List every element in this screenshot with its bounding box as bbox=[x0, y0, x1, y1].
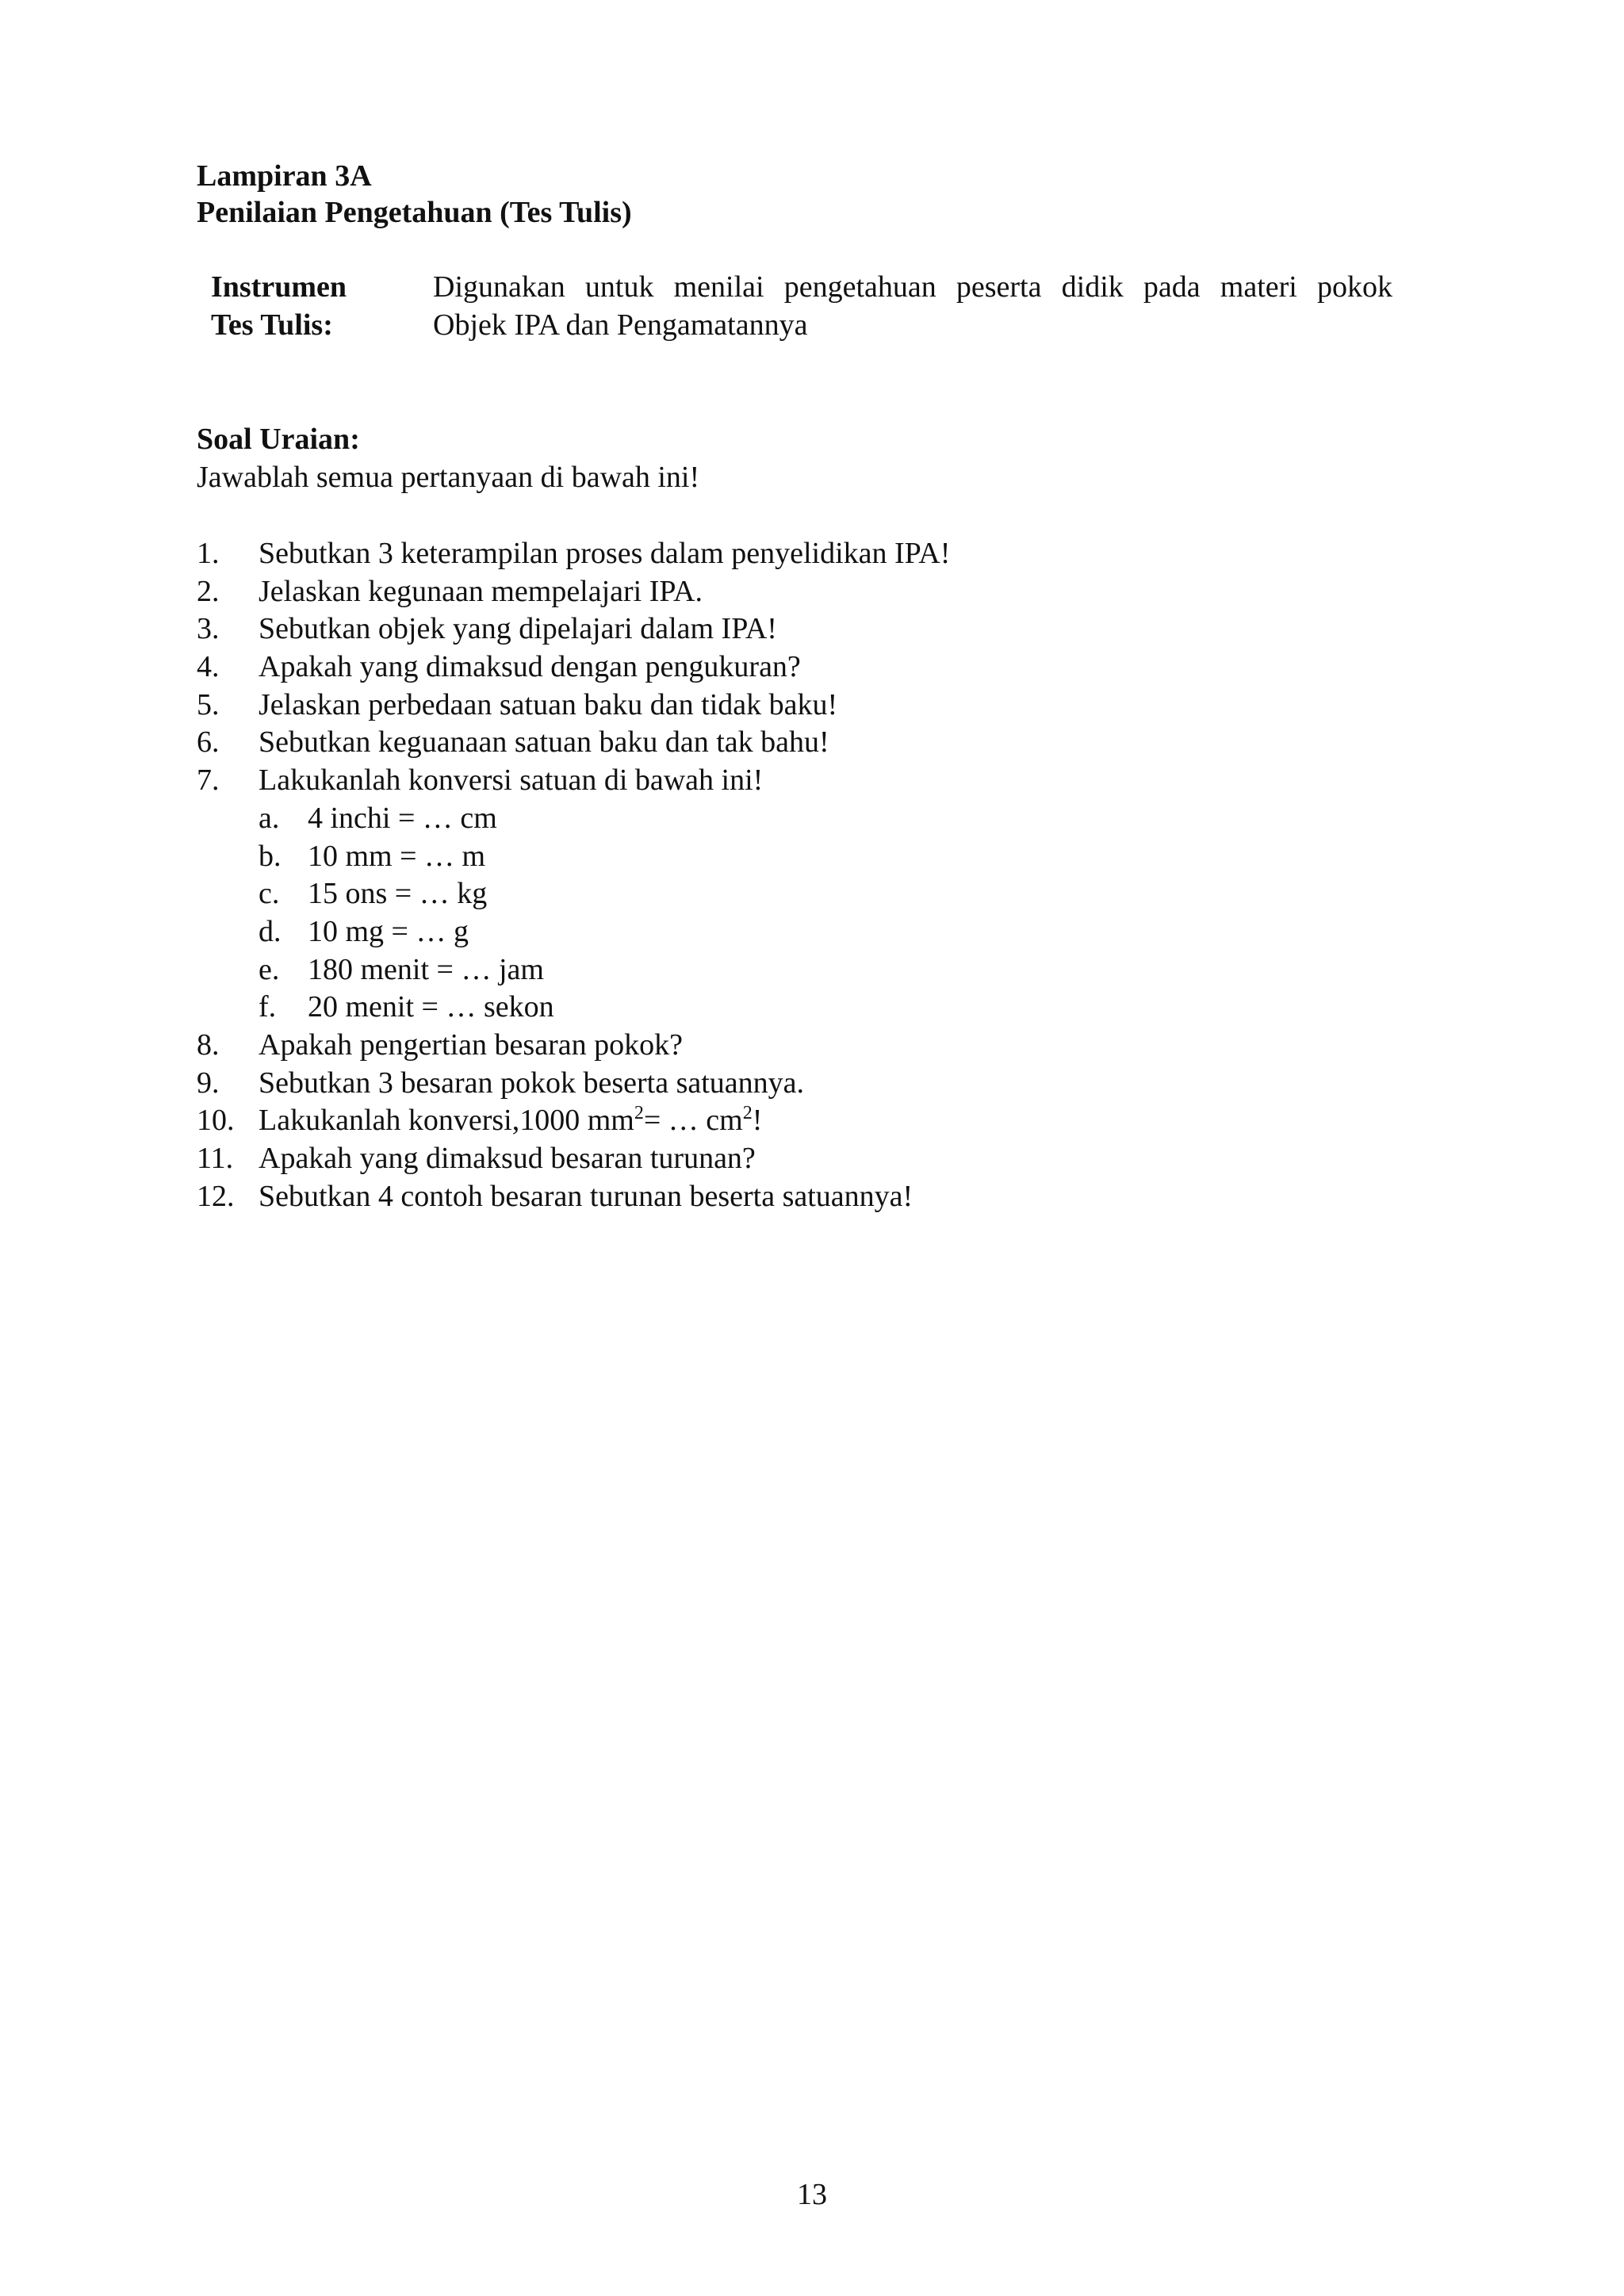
section-title: Soal Uraian: bbox=[197, 423, 360, 456]
question-number: 1. bbox=[197, 537, 220, 570]
question-text-part: Lakukanlah konversi,1000 mm bbox=[259, 1104, 634, 1138]
subquestion-item bbox=[197, 874, 1386, 913]
superscript: 2 bbox=[742, 1103, 753, 1124]
question-text: Apakah yang dimaksud besaran turunan? bbox=[259, 1142, 756, 1175]
question-item bbox=[197, 686, 1386, 724]
subquestion-item bbox=[197, 951, 1386, 989]
question-list bbox=[197, 534, 1386, 1215]
question-number: 10. bbox=[197, 1104, 235, 1138]
appendix-title: Lampiran 3A bbox=[197, 159, 372, 193]
subquestion-text: 20 menit = … sekon bbox=[308, 990, 554, 1024]
question-text: Sebutkan objek yang dipelajari dalam IPA! bbox=[259, 612, 777, 646]
instrument-table bbox=[211, 268, 1400, 344]
question-item bbox=[197, 648, 1386, 686]
instrument-label: Instrumen bbox=[211, 270, 347, 304]
question-text: Jelaskan perbedaan satuan baku dan tidak baku! bbox=[259, 687, 838, 721]
subquestion-text: 180 menit = … jam bbox=[308, 952, 544, 986]
question-text-part: = … cm bbox=[643, 1104, 743, 1138]
assessment-title: Penilaian Pengetahuan (Tes Tulis) bbox=[197, 196, 632, 229]
instrument-description-line-2: Objek IPA dan Pengamatannya bbox=[433, 308, 808, 342]
subquestion-letter: f. bbox=[259, 990, 277, 1024]
page-number: 13 bbox=[797, 2178, 827, 2211]
question-number: 9. bbox=[197, 1066, 220, 1100]
question-item bbox=[197, 610, 1386, 648]
question-item bbox=[197, 761, 1386, 799]
question-number: 4. bbox=[197, 650, 220, 684]
subquestion-letter: d. bbox=[259, 914, 282, 948]
question-text: Sebutkan keguanaan satuan baku dan tak bahu! bbox=[259, 725, 829, 760]
question-item bbox=[197, 1101, 1386, 1139]
question-number: 11. bbox=[197, 1142, 234, 1175]
instrument-row-1 bbox=[211, 268, 1400, 306]
test-label: Tes Tulis: bbox=[211, 308, 333, 342]
question-text: Jelaskan kegunaan mempelajari IPA. bbox=[259, 574, 703, 608]
question-number: 5. bbox=[197, 687, 220, 721]
subquestion-item bbox=[197, 913, 1386, 951]
subquestion-letter: a. bbox=[259, 801, 280, 835]
instrument-description-line-1: Digunakan untuk menilai pengetahuan peserta didik pada materi pokok bbox=[433, 270, 1392, 304]
subquestion-letter: c. bbox=[259, 877, 280, 911]
question-number: 12. bbox=[197, 1179, 235, 1213]
question-text: Apakah pengertian besaran pokok? bbox=[259, 1027, 683, 1062]
question-text-part: ! bbox=[752, 1104, 763, 1138]
question-text bbox=[259, 1101, 762, 1139]
question-item bbox=[197, 1064, 1386, 1102]
question-text: Apakah yang dimaksud dengan pengukuran? bbox=[259, 650, 801, 684]
question-item bbox=[197, 1139, 1386, 1177]
subquestion-text: 10 mg = … g bbox=[308, 914, 469, 948]
question-text: Sebutkan 3 besaran pokok beserta satuannya. bbox=[259, 1066, 805, 1100]
question-text: Lakukanlah konversi satuan di bawah ini! bbox=[259, 763, 764, 798]
question-item bbox=[197, 572, 1386, 610]
question-item bbox=[197, 1177, 1386, 1215]
instrument-row-2 bbox=[211, 306, 1400, 344]
subquestion-text: 15 ons = … kg bbox=[308, 877, 488, 911]
subquestion-item bbox=[197, 837, 1386, 875]
question-number: 7. bbox=[197, 763, 220, 798]
question-text: Sebutkan 3 keterampilan proses dalam penyelidikan IPA! bbox=[259, 537, 951, 570]
subquestion-text: 4 inchi = … cm bbox=[308, 801, 497, 835]
question-number: 2. bbox=[197, 574, 220, 608]
question-number: 3. bbox=[197, 612, 220, 646]
subquestion-text: 10 mm = … m bbox=[308, 839, 486, 873]
question-number: 6. bbox=[197, 725, 220, 760]
subquestion-letter: b. bbox=[259, 839, 282, 873]
section-instruction: Jawablah semua pertanyaan di bawah ini! bbox=[197, 461, 700, 494]
subquestion-item bbox=[197, 799, 1386, 837]
question-item bbox=[197, 1026, 1386, 1064]
subquestion-item bbox=[197, 988, 1386, 1026]
question-text: Sebutkan 4 contoh besaran turunan beserta satuannya! bbox=[259, 1179, 914, 1213]
question-number: 8. bbox=[197, 1027, 220, 1062]
question-item bbox=[197, 534, 1386, 572]
question-item bbox=[197, 723, 1386, 761]
superscript: 2 bbox=[634, 1103, 644, 1124]
subquestion-letter: e. bbox=[259, 952, 280, 986]
